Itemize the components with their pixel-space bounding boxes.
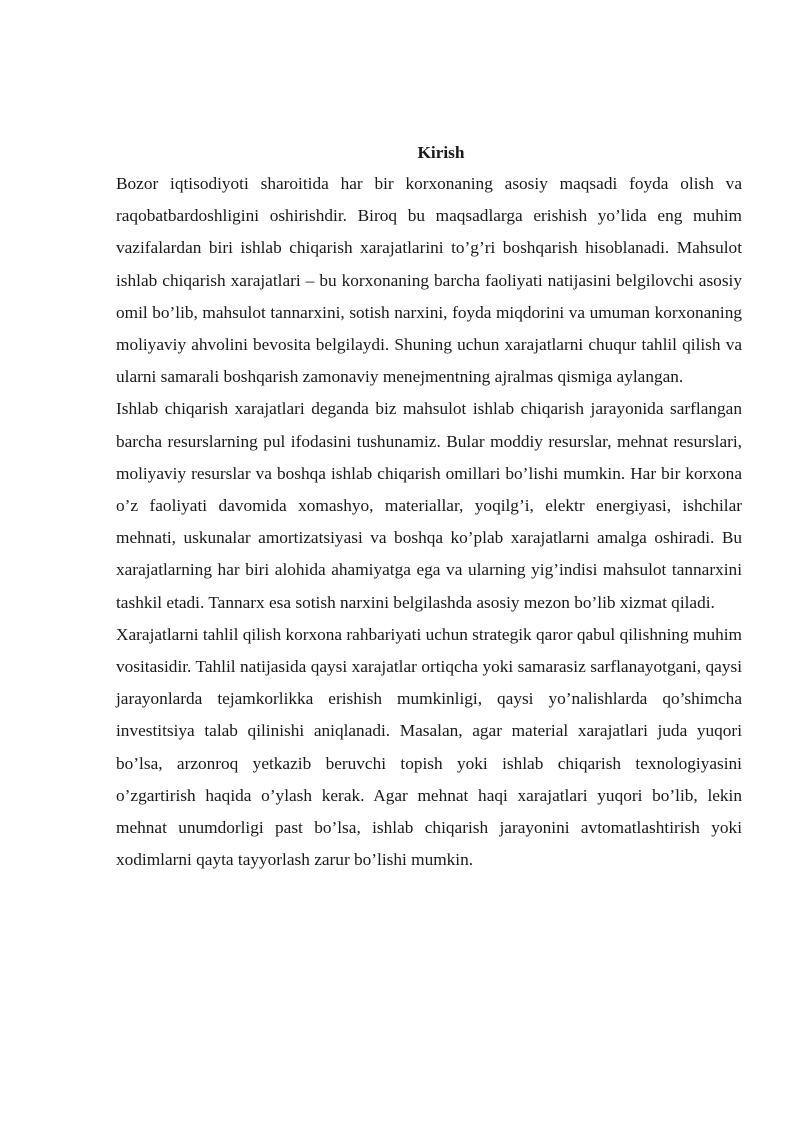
document-body xyxy=(116,138,742,876)
paragraph-1: Bozor iqtisodiyoti sharoitida har bir korxonaning asosiy maqsadi foyda olish va raqobatbardoshligini oshirishdir. Biroq bu maqsadlarga erishish yo’lida eng muhim vazifalardan biri ishlab chiqarish xarajatlarini to’g’ri boshqarish hisoblanadi. Mahsulot ishlab chiqarish xarajatlari – bu korxonaning barcha faoliyati natijasini belgilovchi asosiy omil bo’lib, mahsulot tannarxini, sotish narxini, foyda miqdorini va umuman korxonaning moliyaviy ahvolini bevosita belgilaydi. Shuning uchun xarajatlarni chuqur tahlil qilish va ularni samarali boshqarish zamonaviy menejmentning ajralmas qismiga aylangan. xyxy=(116,174,742,387)
paragraph-2: Ishlab chiqarish xarajatlari deganda biz mahsulot ishlab chiqarish jarayonida sarflangan barcha resurslarning pul ifodasini tushunamiz. Bular moddiy resurslar, mehnat resurslari, moliyaviy resurslar va boshqa ishlab chiqarish omillari bo’lishi mumkin. Har bir korxona o’z faoliyati davomida xomashyo, materiallar, yoqilg’i, elektr energiyasi, ishchilar mehnati, uskunalar amortizatsiyasi va boshqa ko’plab xarajatlarni amalga oshiradi. Bu xarajatlarning har biri alohida ahamiyatga ega va ularning yig’indisi mahsulot tannarxini tashkil etadi. Tannarx esa sotish narxini belgilashda asosiy mezon bo’lib xizmat qiladi. xyxy=(116,399,742,612)
page-title: Kirish xyxy=(417,143,465,162)
paragraph-3: Xarajatlarni tahlil qilish korxona rahbariyati uchun strategik qaror qabul qilishning muhim vositasidir. Tahlil natijasida qaysi xarajatlar ortiqcha yoki samarasiz sarflanayotgani, qaysi jarayonlarda tejamkorlikka erishish mumkinligi, qaysi yo’nalishlarda qo’shimcha investitsiya talab qilinishi aniqlanadi. Masalan, agar material xarajatlari juda yuqori bo’lsa, arzonroq yetkazib beruvchi topish yoki ishlab chiqarish texnologiyasini o’zgartirish haqida o’ylash kerak. Agar mehnat haqi xarajatlari yuqori bo’lib, lekin mehnat unumdorligi past bo’lsa, ishlab chiqarish jarayonini avtomatlashtirish yoki xodimlarni qayta tayyorlash zarur bo’lishi mumkin. xyxy=(116,624,742,870)
